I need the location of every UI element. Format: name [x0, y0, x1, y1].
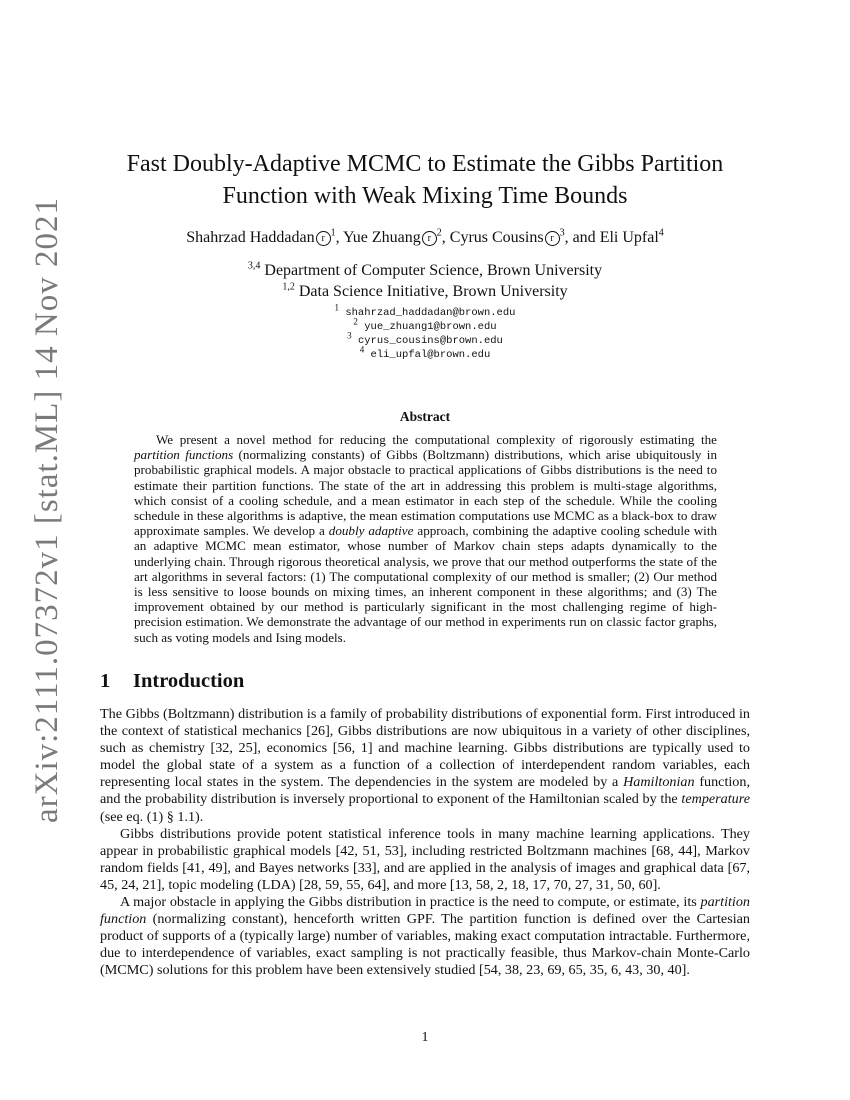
email-line [100, 344, 750, 362]
author-name: Yue Zhuang [343, 229, 421, 246]
paragraph-text: (see eq. (1) § 1.1). [100, 808, 204, 825]
email-line [100, 316, 750, 334]
section-number: 1 [100, 670, 111, 692]
arxiv-side-stamp [12, 160, 82, 860]
author-name: Shahrzad Haddadan [186, 229, 315, 246]
author-name: Cyrus Cousins [449, 229, 544, 246]
author-affiliation-mark: 1 [330, 227, 336, 239]
affiliation-text: Department of Computer Science, Brown University [264, 262, 603, 279]
email-address[interactable]: cyrus_cousins@brown.edu [357, 335, 503, 347]
paragraph-text: (normalizing constant), henceforth written GPF. The partition function is defined over the Cartesian product of supports of a (typically large) number of variables, making exact computation intractable. Furthermore, due to interdependence of variables, exact sampling is not practically feasible, thus Markov-chain Monte-Carlo (MCMC) solutions for this problem have been extensively studied [54, 38, 23, 69, 65, 35, 6, 43, 30, 40]. [100, 911, 750, 979]
abstract-emphasis: doubly adaptive [328, 523, 414, 539]
orcid-icon[interactable]: r [545, 231, 560, 246]
email-address[interactable]: shahrzad_haddadan@brown.edu [345, 307, 516, 319]
paper-title: Fast Doubly-Adaptive MCMC to Estimate the Gibbs Partition Function with Weak Mixing Time Bounds [126, 151, 724, 209]
page-number: 1 [421, 1030, 429, 1045]
introduction-body [100, 706, 750, 980]
author-separator: , [335, 229, 344, 246]
orcid-icon[interactable]: r [422, 231, 437, 246]
email-address[interactable]: eli_upfal@brown.edu [370, 349, 491, 361]
paragraph-text: The Gibbs (Boltzmann) distribution is a family of probability distributions of exponential form. First introduced in the context of statistical mechanics [26], Gibbs distributions are now ubiquitous in a variety of other disciplines, such as chemistry [32, 25], economics [56, 1] and machine learning. Gibbs distributions are typically used to model the global state of a system as a function of a collection of interdependent random variables, each representing local states in the system. The dependencies in the system are modeled by a [100, 706, 750, 791]
email-line [100, 302, 750, 320]
author-affiliation-mark: 3 [559, 227, 565, 239]
email-mark: 2 [353, 316, 358, 327]
orcid-icon[interactable]: r [316, 231, 331, 246]
affiliation-text: Data Science Initiative, Brown University [298, 283, 568, 300]
author-name: Eli Upfal [599, 229, 659, 246]
abstract-body [134, 432, 717, 645]
email-line [100, 330, 750, 348]
affiliation-line [100, 281, 750, 302]
author-affiliation-mark: 4 [658, 227, 664, 239]
author-separator: , [441, 229, 450, 246]
section-heading [100, 670, 244, 693]
email-mark: 4 [359, 344, 365, 355]
abstract-emphasis: partition functions [134, 447, 234, 463]
abstract-text: (normalizing constants) of Gibbs (Boltzmann) distributions, which arise ubiquitously in probabilistic graphical models. A major obstacle to practical applications of Gibbs distributions is the need to estimate their partition functions. The state of the art in addressing this problem is multi-stage algorithms, which consist of a cooling schedule, and a mean estimator in each step of the schedule. While the cooling schedule in these algorithms is adaptive, the mean estimation computations use MCMC as a black-box to draw approximate samples. We develop a [134, 447, 717, 539]
paragraph-emphasis: Hamiltonian [623, 774, 695, 791]
paragraph-text: function, and the probability distribution is inversely proportional to exponent of the Hamiltonian scaled by the [100, 774, 750, 808]
abstract-heading: Abstract [399, 409, 451, 424]
author-separator: , and [564, 229, 600, 246]
paragraph-emphasis: partition function [100, 894, 750, 928]
affiliation-mark: 3,4 [247, 260, 261, 272]
email-mark: 3 [347, 330, 352, 341]
author-list [100, 227, 750, 249]
paragraph: Gibbs distributions provide potent statistical inference tools in many machine learning applications. They appear in probabilistic graphical models [42, 51, 53], including restricted Boltzmann machines [68, 44], Markov random fields [41, 49], and Bayes networks [33], and are applied in the analysis of images and graphical data [67, 45, 24, 21], topic modeling (LDA) [28, 59, 55, 64], and more [13, 58, 2, 18, 17, 70, 27, 31, 50, 60]. [100, 825, 750, 893]
abstract-text: We present a novel method for reducing the computational complexity of rigorously estimating the [156, 432, 717, 447]
paragraph [100, 894, 750, 979]
email-mark: 1 [334, 302, 340, 313]
email-list [100, 302, 750, 362]
abstract-text: approach, combining the adaptive cooling schedule with an adaptive MCMC mean estimator, whose number of Markov chain steps adapts dynamically to the underlying chain. Through rigorous theoretical analysis, we prove that our method outperforms the state of the art algorithms in several factors: (1) The computational complexity of our method is smaller; (2) Our method is less sensitive to loose bounds on mixing times, an inherent component in these algorithms; and (3) The improvement obtained by our method is particularly significant in the most challenging regime of high-precision estimation. We demonstrate the advantage of our method in experiments run on classic factor graphs, such as voting models and Ising models. [134, 523, 718, 645]
section-title: Introduction [133, 670, 245, 692]
paragraph-text: A major obstacle in applying the Gibbs distribution in practice is the need to compute, or estimate, its [120, 894, 701, 911]
paragraph [100, 706, 750, 826]
affiliation-list [100, 260, 750, 302]
author-affiliation-mark: 2 [436, 227, 442, 239]
arxiv-identifier: arXiv:2111.07372v1 [stat.ML] 14 Nov 2021 [29, 197, 65, 823]
affiliation-line [100, 260, 750, 281]
affiliation-mark: 1,2 [282, 281, 295, 293]
email-address[interactable]: yue_zhuang1@brown.edu [364, 321, 497, 333]
paragraph-emphasis: temperature [681, 791, 750, 808]
